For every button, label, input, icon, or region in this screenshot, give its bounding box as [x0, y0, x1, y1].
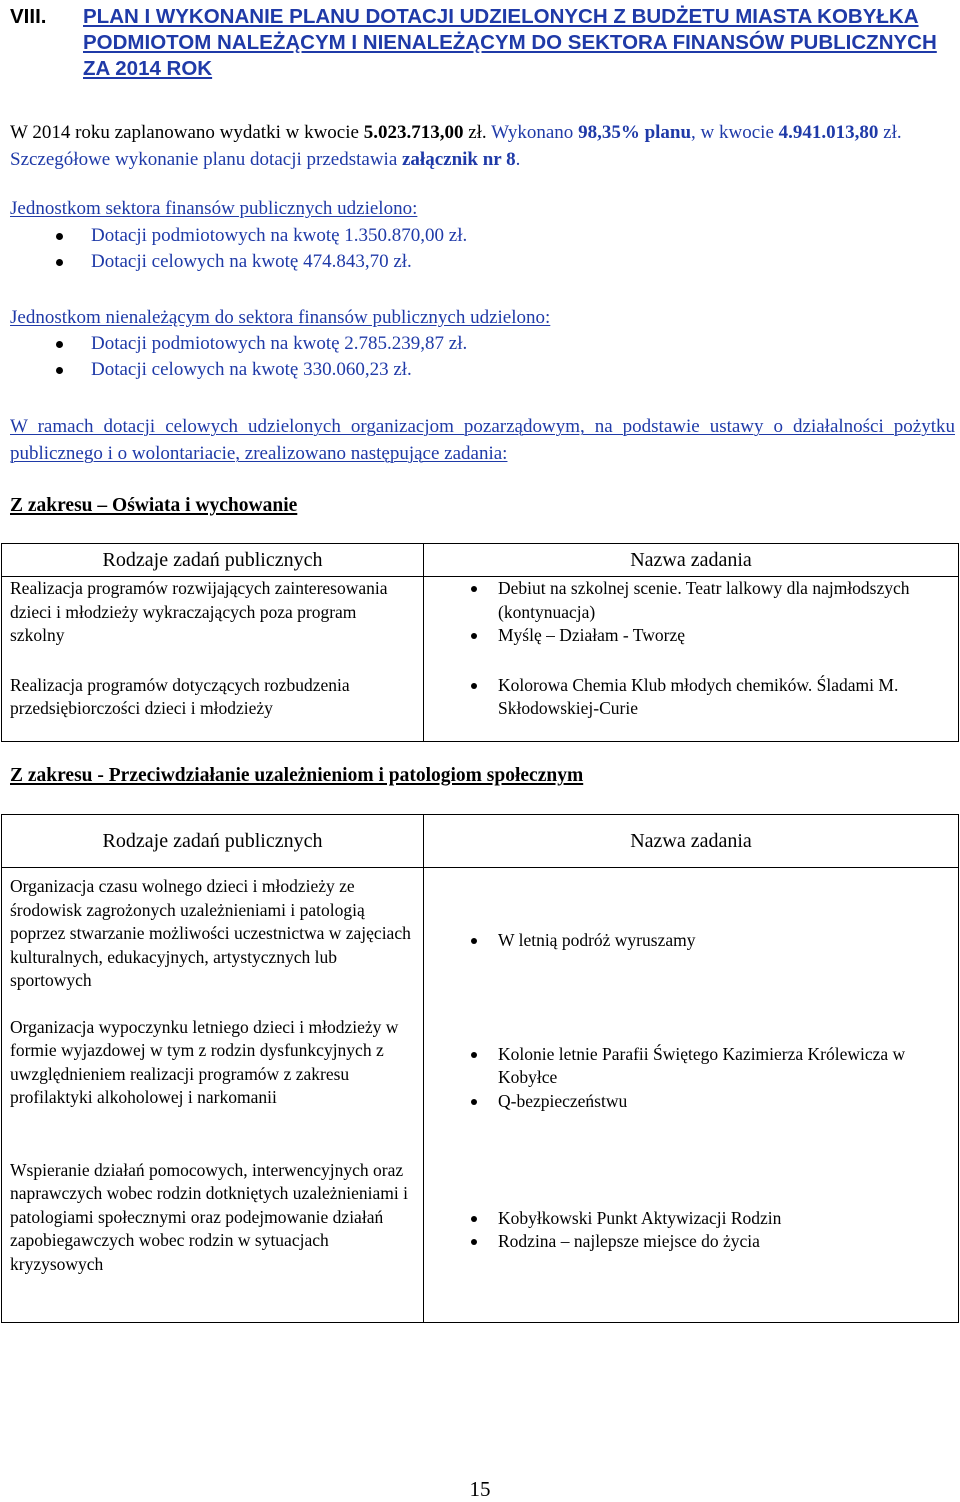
grants-paragraph: W ramach dotacji celowych udzielonych organizacjom pozarządowym, na podstawie ustawy o działalności pożytku publicznego i o wolontariacie, zrealizowano następujące zadania: [10, 416, 955, 464]
task-name-cell [424, 1157, 959, 1323]
column-header: Nazwa zadania [424, 815, 959, 868]
section-title-addiction: Z zakresu - Przeciwdziałanie uzależnieniom i patologiom społecznym [10, 765, 584, 786]
task-name-cell [424, 674, 959, 742]
task-type-cell: Realizacja programów rozwijających zainteresowania dzieci i młodzieży wykraczających poza program szkolny [2, 577, 424, 674]
intro-text: zł. [878, 122, 902, 143]
education-tasks-table [1, 543, 959, 742]
list-item: Dotacji celowych na kwotę 474.843,70 zł. [0, 249, 960, 275]
task-name: Myślę – Działam - Tworzę [424, 624, 950, 648]
intro-text: W 2014 roku zaplanowano wydatki w kwocie [10, 122, 364, 143]
task-name-cell [424, 577, 959, 674]
column-header: Rodzaje zadań publicznych [2, 544, 424, 577]
table-row [2, 1157, 959, 1323]
planned-amount: 5.023.713,00 [363, 122, 464, 143]
intro-text: , w kwocie [691, 122, 779, 143]
chapter-number: VIII. [10, 5, 47, 28]
execution-percent: 98,35% [578, 122, 640, 143]
column-header: Nazwa zadania [424, 544, 959, 577]
table-row [2, 1013, 959, 1157]
table-row [2, 674, 959, 742]
plan-word: planu [644, 122, 692, 143]
addiction-tasks-table [1, 814, 959, 1323]
intro-text: zł. [463, 122, 492, 143]
intro-text: Szczegółowe wykonanie planu dotacji przedstawia [10, 149, 402, 170]
public-sector-list [0, 223, 960, 274]
chapter-title: PLAN I WYKONANIE PLANU DOTACJI UDZIELONYCH Z BUDŻETU MIASTA KOBYŁKA PODMIOTOM NALEŻĄCYM I NIENALEŻĄCYM DO SEKTORA FINANSÓW PUBLICZNYCH ZA 2014 ROK [83, 5, 937, 80]
executed-amount: 4.941.013,80 [778, 122, 879, 143]
list-item: Dotacji celowych na kwotę 330.060,23 zł. [0, 357, 960, 383]
section-title-education: Z zakresu – Oświata i wychowanie [10, 495, 298, 516]
task-type-cell: Realizacja programów dotyczących rozbudzenia przedsiębiorczości dzieci i młodzieży [2, 674, 424, 742]
task-type-cell: Organizacja wypoczynku letniego dzieci i młodzieży w formie wyjazdowej w tym z rodzin dysfunkcyjnych z uwzględnieniem realizacji programów z zakresu profilaktyki alkoholowej i narkomanii [2, 1013, 424, 1157]
attachment-reference: załącznik nr 8 [402, 149, 516, 170]
table-row [2, 577, 959, 674]
list-item: Dotacji podmiotowych na kwotę 1.350.870,00 zł. [0, 223, 960, 249]
page-number: 15 [469, 1477, 491, 1501]
task-name: W letnią podróż wyruszamy [424, 929, 950, 953]
task-name: Kobyłkowski Punkt Aktywizacji Rodzin [424, 1207, 950, 1231]
table-row [2, 868, 959, 1013]
intro-paragraph [10, 119, 955, 173]
task-name: Kolonie letnie Parafii Świętego Kazimierza Królewicza w Kobyłce [424, 1043, 950, 1090]
non-public-sector-heading: Jednostkom nienależącym do sektora finansów publicznych udzielono: [10, 307, 551, 328]
intro-text: Wykonano [491, 122, 579, 143]
task-name-cell [424, 1013, 959, 1157]
task-type-cell: Wspieranie działań pomocowych, interwencyjnych oraz naprawczych wobec rodzin dotkniętych uzależnieniami i patologiami społecznymi oraz podejmowanie działań zapobiegawczych wobec rodzin w sytuacjach kryzysowych [2, 1157, 424, 1323]
task-name: Rodzina – najlepsze miejsce do życia [424, 1230, 950, 1254]
task-name: Q-bezpieczeństwu [424, 1090, 950, 1114]
column-header: Rodzaje zadań publicznych [2, 815, 424, 868]
task-type-cell: Organizacja czasu wolnego dzieci i młodzieży ze środowisk zagrożonych uzależnieniami i patologią poprzez stwarzanie możliwości uczestnictwa w zajęciach kulturalnych, edukacyjnych, artystycznych lub sportowych [2, 868, 424, 1013]
public-sector-heading: Jednostkom sektora finansów publicznych udzielono: [10, 198, 418, 219]
task-name-cell [424, 868, 959, 1013]
task-name: Kolorowa Chemia Klub młodych chemików. Śladami M. Skłodowskiej-Curie [424, 674, 950, 721]
list-item: Dotacji podmiotowych na kwotę 2.785.239,87 zł. [0, 331, 960, 357]
intro-text: . [515, 149, 521, 170]
non-public-sector-list [0, 331, 960, 382]
task-name: Debiut na szkolnej scenie. Teatr lalkowy dla najmłodszych (kontynuacja) [424, 577, 950, 624]
